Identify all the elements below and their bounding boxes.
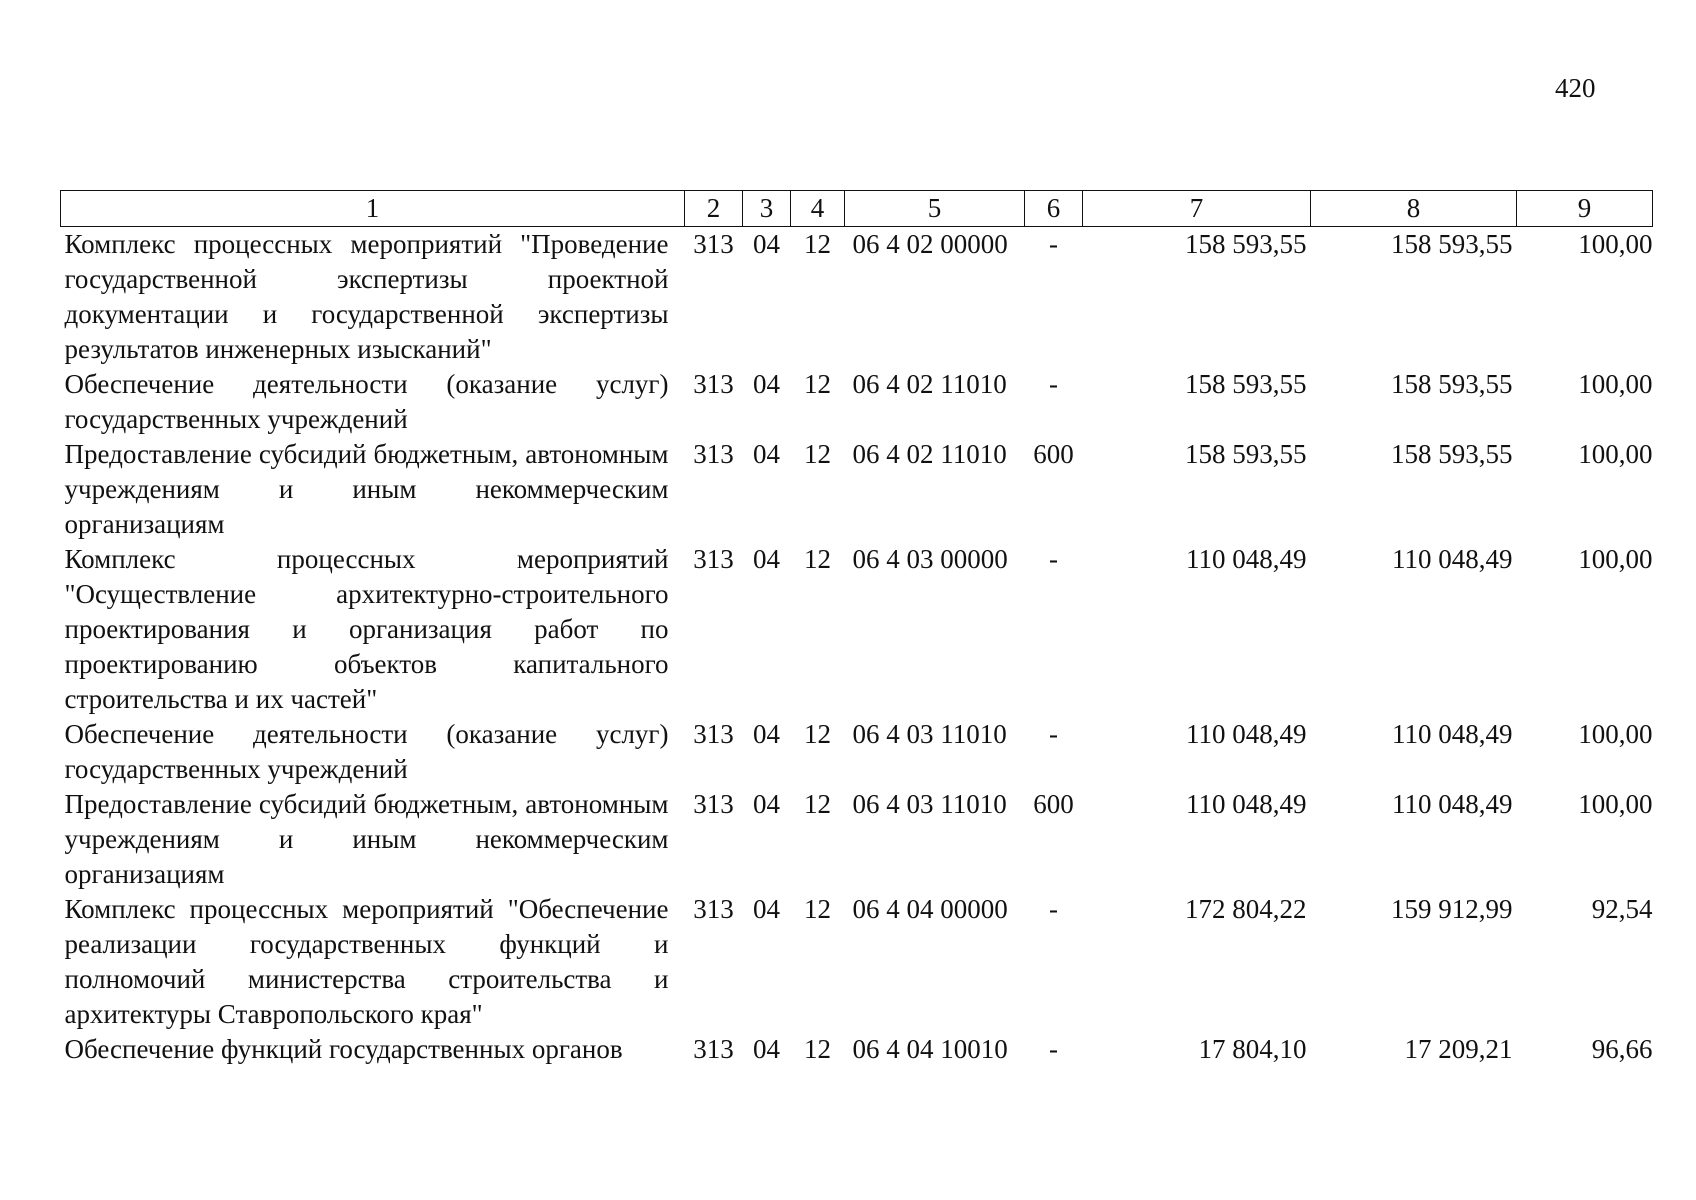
row-name: Комплекс процессных мероприятий "Обеспечение реализации государственных функций и полномочий министерства строительства и архитектуры Ставропольского края" <box>64 894 669 1029</box>
row-name: Предоставление субсидий бюджетным, автономным учреждениям и иным некоммерческим организациям <box>64 789 669 889</box>
cell-col7: 158 593,55 <box>1185 229 1307 259</box>
cell-col7: 17 804,10 <box>1198 1034 1307 1064</box>
cell-col6: - <box>1049 229 1058 259</box>
cell-col4: 12 <box>804 439 831 469</box>
cell-col2: 313 <box>693 894 734 924</box>
row-name: Предоставление субсидий бюджетным, автономным учреждениям и иным некоммерческим организациям <box>64 439 669 539</box>
cell-col3: 04 <box>753 719 780 749</box>
cell-col7: 110 048,49 <box>1186 719 1307 749</box>
cell-col2: 313 <box>693 229 734 259</box>
header-row <box>61 191 1653 227</box>
header-cell: 1 <box>61 191 685 227</box>
header-cell: 8 <box>1311 191 1517 227</box>
table-row <box>61 892 1653 1032</box>
cell-col8: 110 048,49 <box>1392 544 1513 574</box>
cell-col6: - <box>1049 719 1058 749</box>
cell-col2: 313 <box>693 789 734 819</box>
header-cell: 3 <box>743 191 791 227</box>
table-row <box>61 367 1653 437</box>
cell-col9: 96,66 <box>1591 1034 1653 1064</box>
header-cell: 2 <box>685 191 743 227</box>
table-row <box>61 717 1653 787</box>
cell-col2: 313 <box>693 1034 734 1064</box>
cell-col8: 17 209,21 <box>1404 1034 1513 1064</box>
cell-col6: - <box>1049 369 1058 399</box>
cell-col3: 04 <box>753 229 780 259</box>
cell-col2: 313 <box>693 544 734 574</box>
cell-col4: 12 <box>804 369 831 399</box>
cell-col5: 06 4 02 11010 <box>852 369 1007 399</box>
table-row <box>61 437 1653 542</box>
cell-col6: - <box>1049 544 1058 574</box>
cell-col3: 04 <box>753 544 780 574</box>
cell-col4: 12 <box>804 719 831 749</box>
cell-col4: 12 <box>804 229 831 259</box>
cell-col7: 172 804,22 <box>1185 894 1307 924</box>
cell-col9: 100,00 <box>1578 439 1653 469</box>
cell-col9: 100,00 <box>1578 719 1653 749</box>
cell-col3: 04 <box>753 439 780 469</box>
cell-col6: - <box>1049 1034 1058 1064</box>
cell-col5: 06 4 02 00000 <box>852 229 1008 259</box>
page-number: 420 <box>1555 73 1596 103</box>
cell-col5: 06 4 04 00000 <box>852 894 1008 924</box>
cell-col7: 110 048,49 <box>1186 544 1307 574</box>
cell-col9: 100,00 <box>1578 789 1653 819</box>
row-name: Комплекс процессных мероприятий "Осуществление архитектурно-строительного проектирования и организация работ по проектированию объектов капитального строительства и их частей" <box>64 544 669 714</box>
cell-col5: 06 4 03 11010 <box>852 719 1007 749</box>
cell-col8: 110 048,49 <box>1392 719 1513 749</box>
cell-col9: 100,00 <box>1578 369 1653 399</box>
cell-col4: 12 <box>804 789 831 819</box>
cell-col6: 600 <box>1033 789 1074 819</box>
cell-col8: 158 593,55 <box>1391 229 1513 259</box>
cell-col8: 158 593,55 <box>1391 439 1513 469</box>
header-cell: 7 <box>1083 191 1311 227</box>
cell-col8: 158 593,55 <box>1391 369 1513 399</box>
cell-col9: 100,00 <box>1578 229 1653 259</box>
cell-col5: 06 4 04 10010 <box>852 1034 1008 1064</box>
table-row <box>61 227 1653 368</box>
cell-col4: 12 <box>804 544 831 574</box>
cell-col3: 04 <box>753 789 780 819</box>
cell-col3: 04 <box>753 369 780 399</box>
cell-col6: - <box>1049 894 1058 924</box>
cell-col2: 313 <box>693 719 734 749</box>
cell-col3: 04 <box>753 1034 780 1064</box>
cell-col9: 100,00 <box>1578 544 1653 574</box>
cell-col8: 110 048,49 <box>1392 789 1513 819</box>
cell-col5: 06 4 02 11010 <box>852 439 1007 469</box>
cell-col8: 159 912,99 <box>1391 894 1513 924</box>
cell-col5: 06 4 03 00000 <box>852 544 1008 574</box>
cell-col2: 313 <box>693 369 734 399</box>
row-name: Обеспечение функций государственных органов <box>64 1034 623 1064</box>
cell-col5: 06 4 03 11010 <box>852 789 1007 819</box>
table-row <box>61 1032 1653 1067</box>
budget-table <box>60 190 1653 1067</box>
header-cell: 5 <box>845 191 1025 227</box>
cell-col7: 158 593,55 <box>1185 439 1307 469</box>
table-row <box>61 787 1653 892</box>
header-cell: 4 <box>791 191 845 227</box>
cell-col4: 12 <box>804 894 831 924</box>
cell-col9: 92,54 <box>1591 894 1653 924</box>
header-cell: 9 <box>1517 191 1653 227</box>
row-name: Обеспечение деятельности (оказание услуг) государственных учреждений <box>64 719 669 784</box>
header-cell: 6 <box>1025 191 1083 227</box>
cell-col2: 313 <box>693 439 734 469</box>
cell-col6: 600 <box>1033 439 1074 469</box>
cell-col7: 158 593,55 <box>1185 369 1307 399</box>
cell-col7: 110 048,49 <box>1186 789 1307 819</box>
cell-col3: 04 <box>753 894 780 924</box>
row-name: Обеспечение деятельности (оказание услуг) государственных учреждений <box>64 369 669 434</box>
table-row <box>61 542 1653 717</box>
cell-col4: 12 <box>804 1034 831 1064</box>
row-name: Комплекс процессных мероприятий "Проведение государственной экспертизы проектной документации и государственной экспертизы результатов инженерных изысканий" <box>64 229 669 364</box>
